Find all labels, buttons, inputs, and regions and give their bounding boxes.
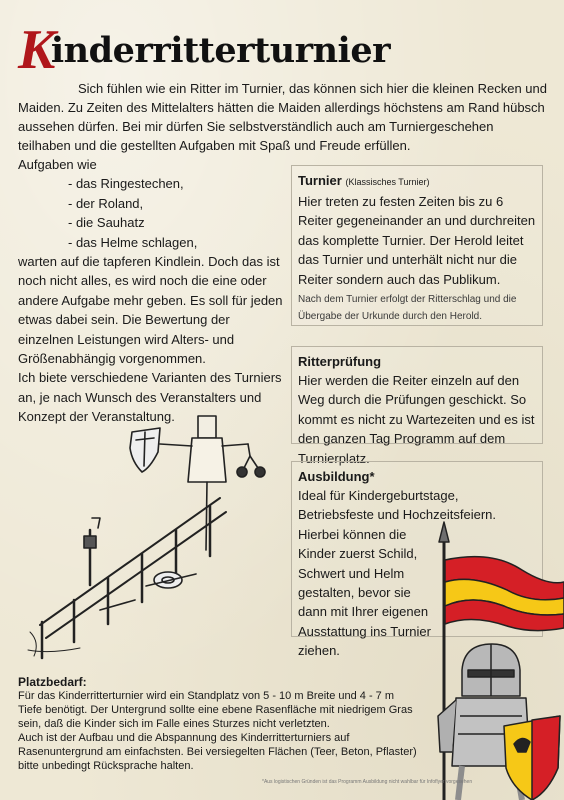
turnier-text: Hier treten zu festen Zeiten bis zu 6 Reiter gegeneinander an und durchreiten das komplette Turnier. Der Herold leitet das Turnier und unterhält nicht nur die Reiter sondern auch das Publikum. bbox=[298, 194, 536, 287]
platzbedarf-title: Platzbedarf: bbox=[18, 675, 87, 689]
ritterpruefung-box bbox=[291, 346, 543, 466]
turnier-box bbox=[291, 165, 543, 326]
knight-illustration bbox=[412, 520, 564, 800]
tasks-variants: Ich biete verschiedene Varianten des Turniers an, je nach Wunsch des Veranstalters und Konzept der Veranstaltung. bbox=[18, 370, 282, 425]
ritterpruefung-text: Hier werden die Reiter einzeln auf den Weg durch die Prüfungen geschickt. So kommt es nicht zu Wartezeiten und es ist den ganzen Tag Programm auf dem Turnierplatz. bbox=[298, 373, 535, 466]
tournament-sketch bbox=[20, 410, 290, 665]
task-item: - das Ringestechen, bbox=[68, 176, 184, 192]
task-item: - der Roland, bbox=[68, 195, 144, 211]
turnier-heading bbox=[298, 171, 536, 192]
turnier-note: Nach dem Turnier erfolgt der Ritterschlag und die Übergabe der Urkunde durch den Herold. bbox=[298, 294, 517, 323]
ausbildung-text-2: Kinder zuerst Schild, Schwert und Helm gestalten, bevor sie dann mit Ihrer eigenen Ausstattung ins Turnier ziehen. bbox=[298, 546, 431, 659]
ritterpruefung-title: Ritterprüfung bbox=[298, 354, 382, 369]
platzbedarf-section bbox=[18, 675, 418, 773]
title-rest: inderritterturnier bbox=[50, 30, 391, 71]
ausbildung-text-1: Ideal für Kindergeburtstage, Betriebsfeste und Hochzeitsfeiern. Hierbei können die bbox=[298, 488, 496, 542]
task-item: - die Sauhatz bbox=[68, 215, 145, 231]
turnier-title: Turnier bbox=[298, 173, 342, 188]
intro-paragraph: Sich fühlen wie ein Ritter im Turnier, das können sich hier die kleinen Recken und Maiden. Zu Zeiten des Mittelalters hätten die Maiden allerdings höchstens am Rand hübsch aussehen dürfen. Bei mir dürfen Sie selbstverständlich auch am Turniergeschehen teilhaben und die gestellten Aufgaben mit Spaß und Freude erfüllen. bbox=[18, 81, 547, 153]
tasks-list bbox=[18, 174, 283, 252]
footnote: *Aus logistischen Gründen ist das Programm Ausbildung nicht wahlbar für Infoflyer vorgesehen bbox=[262, 779, 473, 785]
title-initial: K bbox=[18, 19, 55, 81]
tasks-section bbox=[18, 155, 283, 427]
tasks-heading: Aufgaben wie bbox=[18, 157, 97, 172]
page-title bbox=[18, 19, 391, 81]
platzbedarf-text-2: Auch ist der Aufbau und die Abspannung des Kinderritterturniers auf Rasenuntergrund am einfachsten. Bei versiegelten Flächen (Teer, Beton, Pflaster) bitte unbedingt Rücksprache halten. bbox=[18, 732, 417, 772]
turnier-subtitle: (Klassisches Turnier) bbox=[345, 177, 430, 187]
platzbedarf-text-1: Für das Kinderritterturnier wird ein Standplatz von 5 - 10 m Breite und 4 - 7 m Tiefe benötigt. Der Untergrund sollte eine ebene Rasenfläche mit niedrigem Gras sein, daß die Kinder sich im Falle eines Sturzes nicht verletzten. bbox=[18, 690, 413, 730]
task-item: - das Helme schlagen, bbox=[68, 234, 198, 250]
ausbildung-title: Ausbildung* bbox=[298, 469, 375, 484]
tasks-body: warten auf die tapferen Kindlein. Doch das ist noch nicht alles, es wird noch die eine oder andere Aufgabe mehr geben. Es soll für jeden etwas dabei sein. Die Bewertung der einzelnen Leistungen wird Alters- und Größenabhängig vorgenommen. bbox=[18, 254, 283, 367]
